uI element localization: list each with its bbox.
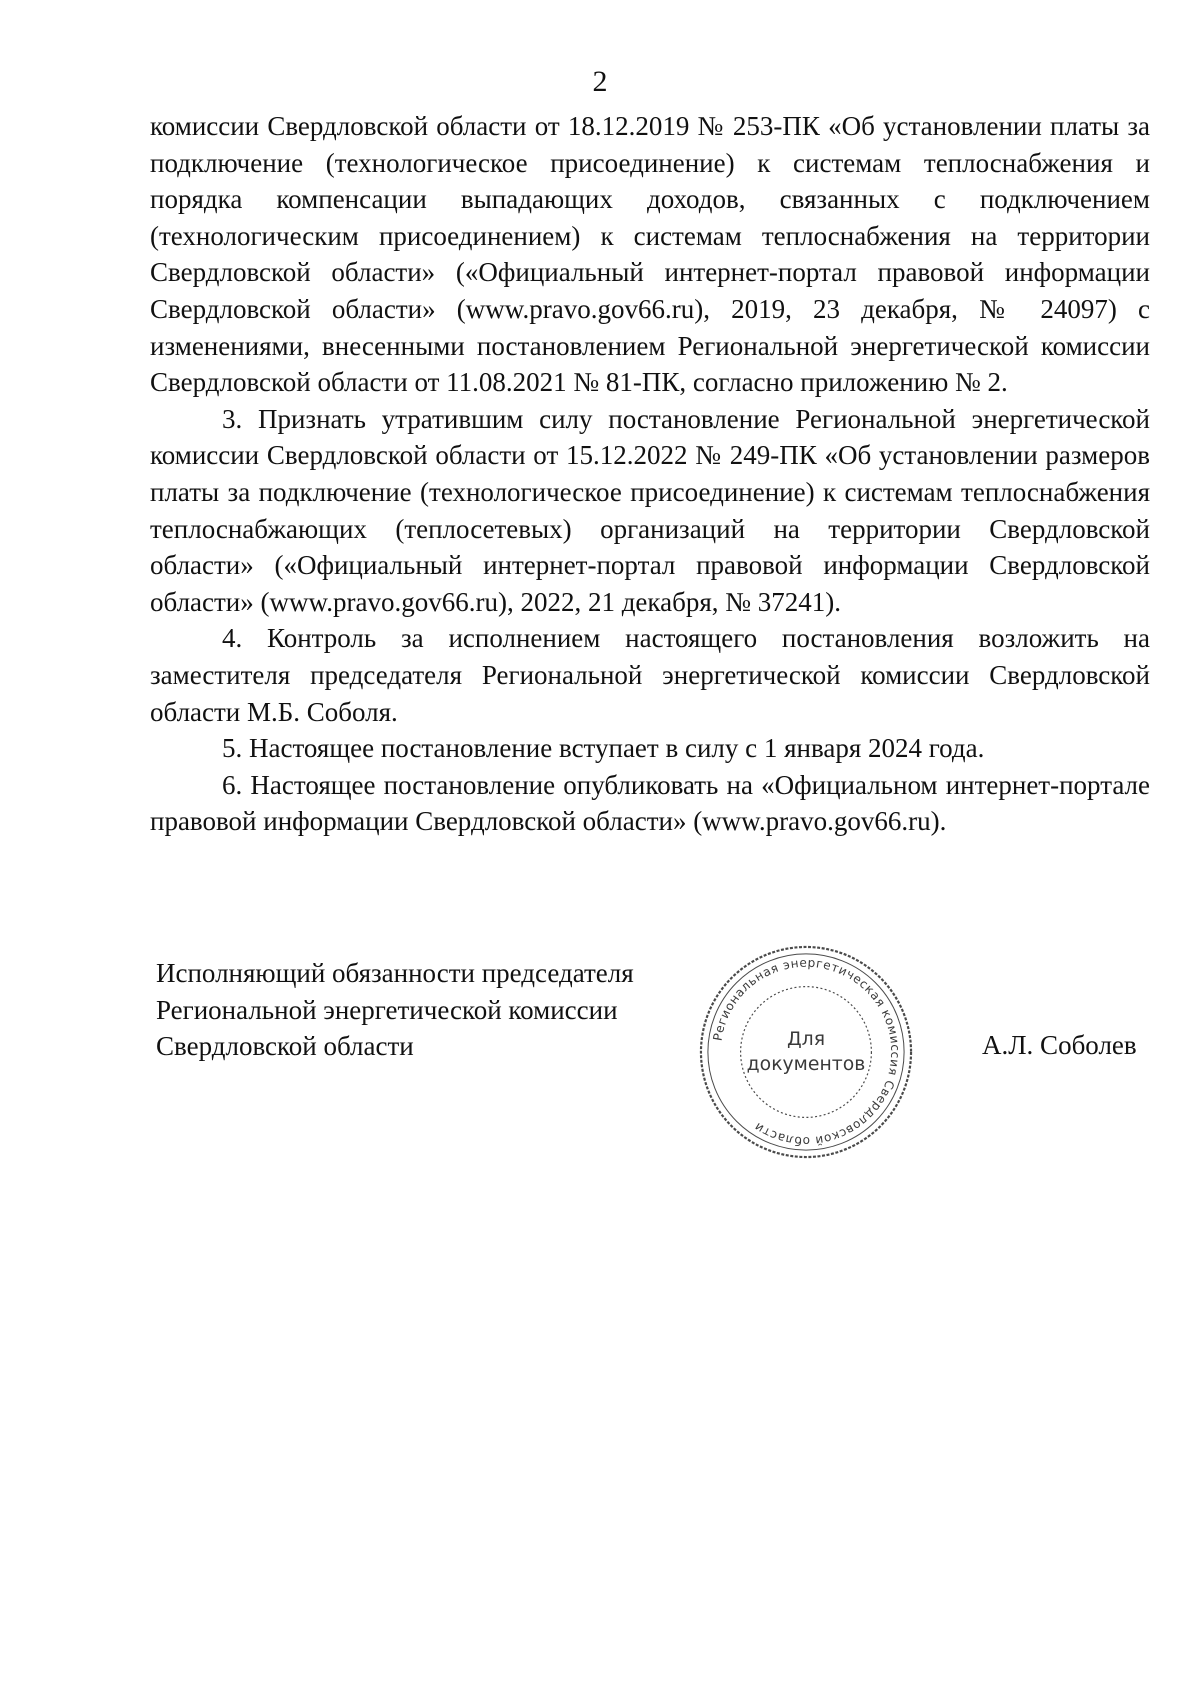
signatory-position-line: Свердловской области (156, 1031, 414, 1062)
stamp-inner-ring (708, 954, 904, 1150)
stamp-center-line-2: документов (746, 1053, 866, 1075)
paragraph-item-5: 5. Настоящее постановление вступает в силу с 1 января 2024 года. (222, 733, 985, 764)
paragraph-continuation: комиссии Свердловской области от 18.12.2019 № 253-ПК «Об установлении платы за подключение (технологическое присоединение) к системам теплоснабжения и порядка компенсации выпадающих доходов, связанных с подключением (технологическим присоединением) к системам теплоснабжения на территории Свердловской области» («Официальный интернет-портал правовой информации Свердловской области» (www.pravo.gov66.ru), 2019, 23 декабря, № 24097) с изменениями, внесенными постановлением Региональной энергетической комиссии Свердловской области от 11.08.2021 № 81-ПК, согласно приложению № 2. (150, 111, 1150, 398)
stamp-ring-text: Региональная энергетическая комиссия Свердловской области (710, 955, 903, 1149)
document-body (150, 108, 1150, 840)
signatory-position-line: Региональной энергетической комиссии (156, 994, 618, 1025)
paragraph-item-6: 6. Настоящее постановление опубликовать на «Официальном интернет-портале правовой информации Свердловской области» (www.pravo.gov66.ru). (150, 769, 1150, 837)
official-stamp (697, 943, 915, 1161)
signatory-position (156, 955, 634, 1065)
signatory-position-line: Исполняющий обязанности председателя (156, 958, 634, 988)
paragraph-item-4: 4. Контроль за исполнением настоящего постановления возложить на заместителя председателя Региональной энергетической комиссии Свердловской области М.Б. Соболя. (150, 623, 1150, 727)
stamp-center-ring (741, 987, 872, 1118)
stamp-outer-ring (701, 947, 911, 1157)
stamp-center-line-1: Для (786, 1029, 826, 1051)
paragraph-item-3: 3. Признать утратившим силу постановление Региональной энергетической комиссии Свердловской области от 15.12.2022 № 249-ПК «Об установлении размеров платы за подключение (технологическое присоединение) к системам теплоснабжения теплоснабжающих (теплосетевых) организаций на территории Свердловской области» («Официальный интернет-портал правовой информации Свердловской области» (www.pravo.gov66.ru), 2022, 21 декабря, № 37241). (150, 403, 1150, 617)
stamp-seal-graphic (697, 943, 915, 1161)
page-number: 2 (592, 65, 608, 98)
signer-name: А.Л. Соболев (982, 1030, 1137, 1060)
